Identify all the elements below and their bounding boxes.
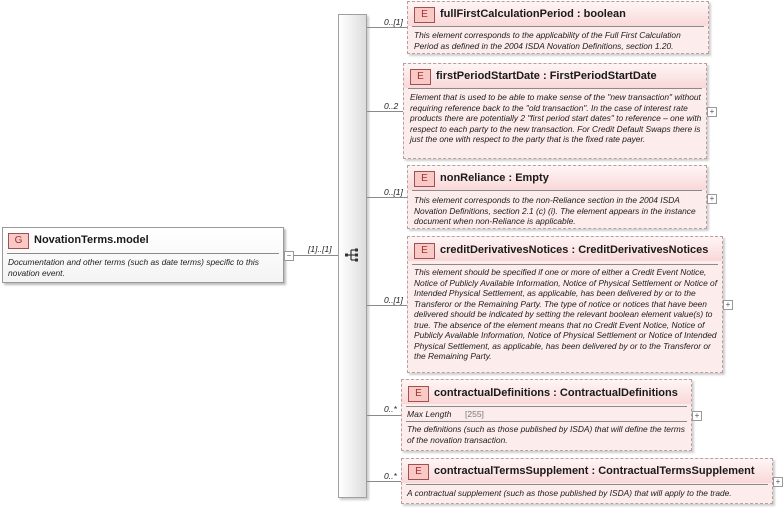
group-node-novation-terms-model[interactable] xyxy=(2,227,284,283)
element-node-contractual-terms-supplement[interactable] xyxy=(401,458,773,504)
element-documentation: This element corresponds to the applicability of the Full First Calculation Period as defined in the 2004 ISDA Novation Definitions, section 1.20. xyxy=(414,30,681,51)
connector-line xyxy=(367,197,407,198)
element-node-full-first-calculation-period[interactable] xyxy=(407,1,709,54)
expand-button[interactable]: + xyxy=(707,107,717,117)
element-title: contractualDefinitions : ContractualDefinitions xyxy=(434,387,678,399)
element-badge-icon: E xyxy=(414,7,435,23)
element-cardinality: 0..* xyxy=(384,404,397,414)
element-title: nonReliance : Empty xyxy=(440,172,549,184)
expand-button[interactable]: + xyxy=(723,300,733,310)
element-badge-icon: E xyxy=(414,171,435,187)
expand-button[interactable]: + xyxy=(707,194,717,204)
connector-line xyxy=(367,27,407,28)
group-badge-icon: G xyxy=(8,233,29,249)
connector-line xyxy=(367,415,401,416)
element-node-non-reliance[interactable] xyxy=(407,165,707,229)
group-collapse-button[interactable]: − xyxy=(284,251,294,261)
element-documentation: This element should be specified if one or more of either a Credit Event Notice, Notice of Publicly Available Information, Notice of Physical Settlement or Notice of Intended Physical Settlement, as applicable, has been delivered by or to the Transferor or the Remaining Party. The type of notice or notices that have been delivered should be indicated by setting the relevant boolean element value(s) to true. The absence of the element means that no Credit Event Notice, Notice of Publicly Available Information, Notice of Physical Settlement or Notice of Intended Physical Settlement, as applicable, has been delivered by or to the Transferor or the Remaining Party. xyxy=(414,267,718,361)
element-node-first-period-start-date[interactable] xyxy=(403,63,707,159)
element-documentation: This element corresponds to the non-Reliance section in the 2004 ISDA Novation Definitions, section 2.1 (c) (i). The element appears in the instance document when non-Reliance is applicable. xyxy=(414,195,696,226)
element-badge-icon: E xyxy=(414,243,435,259)
element-documentation: Element that is used to be able to make sense of the "new transaction" without requiring reference back to the "old transaction". In the case of interest rate products there are potentially 2 "first period start dates" to reference – one with respect to each party to the new transaction. For Credit Default Swaps there is just the one with respect to the party that is the fixed rate payer. xyxy=(410,92,702,144)
element-badge-icon: E xyxy=(408,386,429,402)
element-cardinality: 0..[1] xyxy=(384,17,403,27)
element-badge-icon: E xyxy=(408,464,429,480)
connector-line xyxy=(294,255,338,256)
element-cardinality: 0..[1] xyxy=(384,295,403,305)
element-cardinality: 0..[1] xyxy=(384,187,403,197)
element-cardinality: 0..* xyxy=(384,471,397,481)
group-documentation: Documentation and other terms (such as date terms) specific to this novation event. xyxy=(8,257,259,278)
element-node-credit-derivatives-notices[interactable] xyxy=(407,236,723,373)
group-divider xyxy=(7,253,279,254)
connector-line xyxy=(367,111,403,112)
group-cardinality: [1]..[1] xyxy=(308,244,332,254)
sequence-icon[interactable] xyxy=(345,247,361,263)
element-title: firstPeriodStartDate : FirstPeriodStartDate xyxy=(436,70,657,82)
connector-line xyxy=(367,305,407,306)
element-title: contractualTermsSupplement : ContractualTermsSupplement xyxy=(434,465,755,477)
group-title: NovationTerms.model xyxy=(34,234,149,246)
element-node-contractual-definitions[interactable] xyxy=(401,379,692,451)
element-documentation: The definitions (such as those published by ISDA) that will define the terms of the novation transaction. xyxy=(407,424,685,445)
element-documentation: A contractual supplement (such as those published by ISDA) that will apply to the trade. xyxy=(407,488,732,498)
element-title: creditDerivativesNotices : CreditDerivativesNotices xyxy=(440,244,709,256)
expand-button[interactable]: + xyxy=(692,411,702,421)
element-title: fullFirstCalculationPeriod : boolean xyxy=(440,8,626,20)
facet-label: Max Length xyxy=(407,409,452,419)
facet-value: [255] xyxy=(465,409,484,419)
expand-button[interactable]: + xyxy=(773,477,783,487)
connector-line xyxy=(367,481,401,482)
element-badge-icon: E xyxy=(410,69,431,85)
element-cardinality: 0..2 xyxy=(384,101,399,111)
